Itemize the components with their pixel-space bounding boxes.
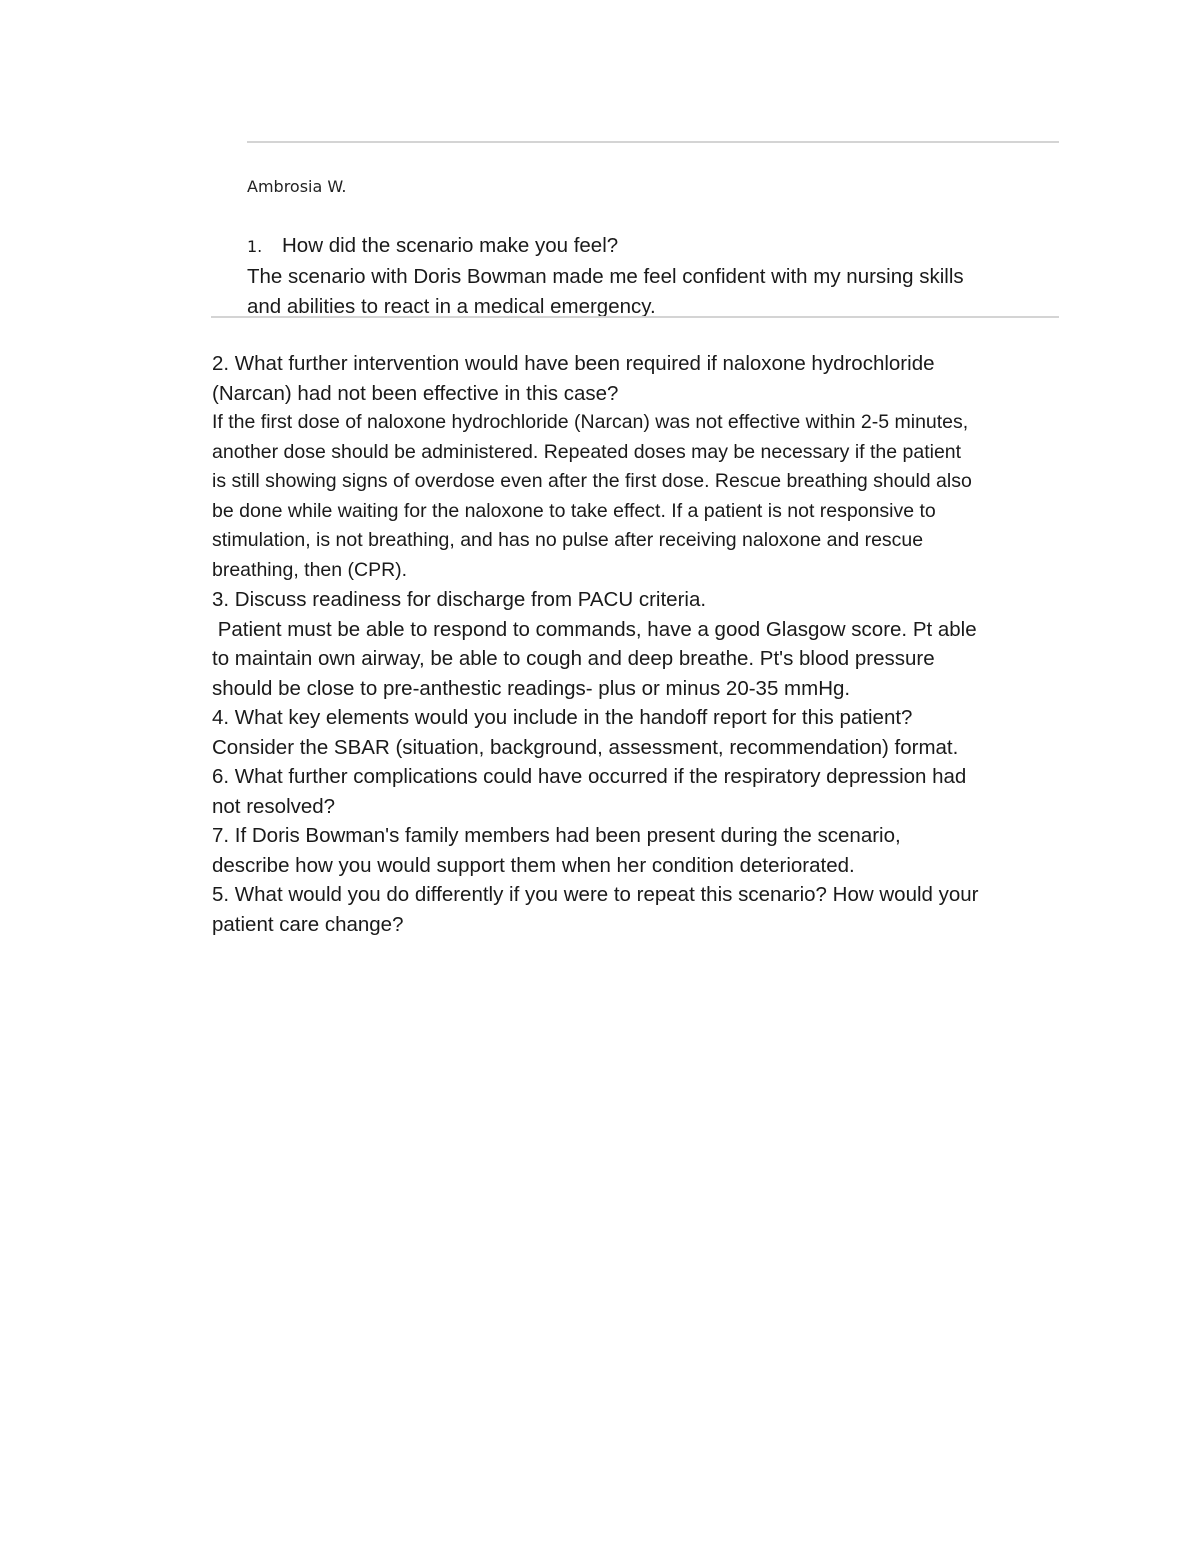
body-text-line: describe how you would support them when her condition deteriorated. — [212, 853, 855, 877]
top-divider — [247, 141, 1059, 143]
body-text-line: 5. What would you do differently if you were to repeat this scenario? How would your — [212, 883, 979, 906]
body-text-line: breathing, then (CPR). — [212, 558, 408, 581]
body-text-line: 6. What further complications could have occurred if the respiratory depression had — [212, 765, 967, 788]
body-text-line: not resolved? — [212, 794, 336, 818]
answer-1-line: The scenario with Doris Bowman made me feel confident with my nursing skills — [247, 265, 964, 288]
body-text-line: (Narcan) had not been effective in this case? — [212, 381, 619, 405]
body-text-line: 4. What key elements would you include in the handoff report for this patient? — [212, 706, 913, 729]
body-text-line: 3. Discuss readiness for discharge from PACU criteria. — [212, 588, 707, 611]
body-text-line: be done while waiting for the naloxone to take effect. If a patient is not responsive to — [212, 499, 936, 522]
body-text-line: If the first dose of naloxone hydrochloride (Narcan) was not effective within 2-5 minutes, — [212, 411, 969, 433]
body-text-line: patient care change? — [212, 912, 404, 936]
body-text-line: is still showing signs of overdose even after the first dose. Rescue breathing should also — [212, 470, 972, 492]
body-text-line: Patient must be able to respond to commands, have a good Glasgow score. Pt able — [212, 617, 977, 641]
question-1-text: How did the scenario make you feel? — [282, 234, 619, 257]
answer-1-line: and abilities to react in a medical emergency. — [247, 295, 656, 318]
body-text-line: another dose should be administered. Repeated doses may be necessary if the patient — [212, 440, 962, 463]
question-1-block — [247, 231, 1062, 322]
body-text-line: to maintain own airway, be able to cough and deep breathe. Pt's blood pressure — [212, 647, 935, 670]
question-1 — [247, 231, 1062, 262]
body-text-line: stimulation, is not breathing, and has no pulse after receiving naloxone and rescue — [212, 529, 924, 551]
question-1-number: 1. — [247, 237, 263, 256]
body-text-line: should be close to pre-anthestic readings- plus or minus 20-35 mmHg. — [212, 676, 851, 700]
questions-body — [212, 349, 1067, 939]
body-text-line: Consider the SBAR (situation, background, assessment, recommendation) format. — [212, 735, 959, 759]
body-text-line: 7. If Doris Bowman's family members had been present during the scenario, — [212, 824, 901, 847]
section-divider — [211, 316, 1059, 318]
author-name: Ambrosia W. — [247, 177, 347, 196]
body-text-line: 2. What further intervention would have been required if naloxone hydrochloride — [212, 352, 935, 375]
